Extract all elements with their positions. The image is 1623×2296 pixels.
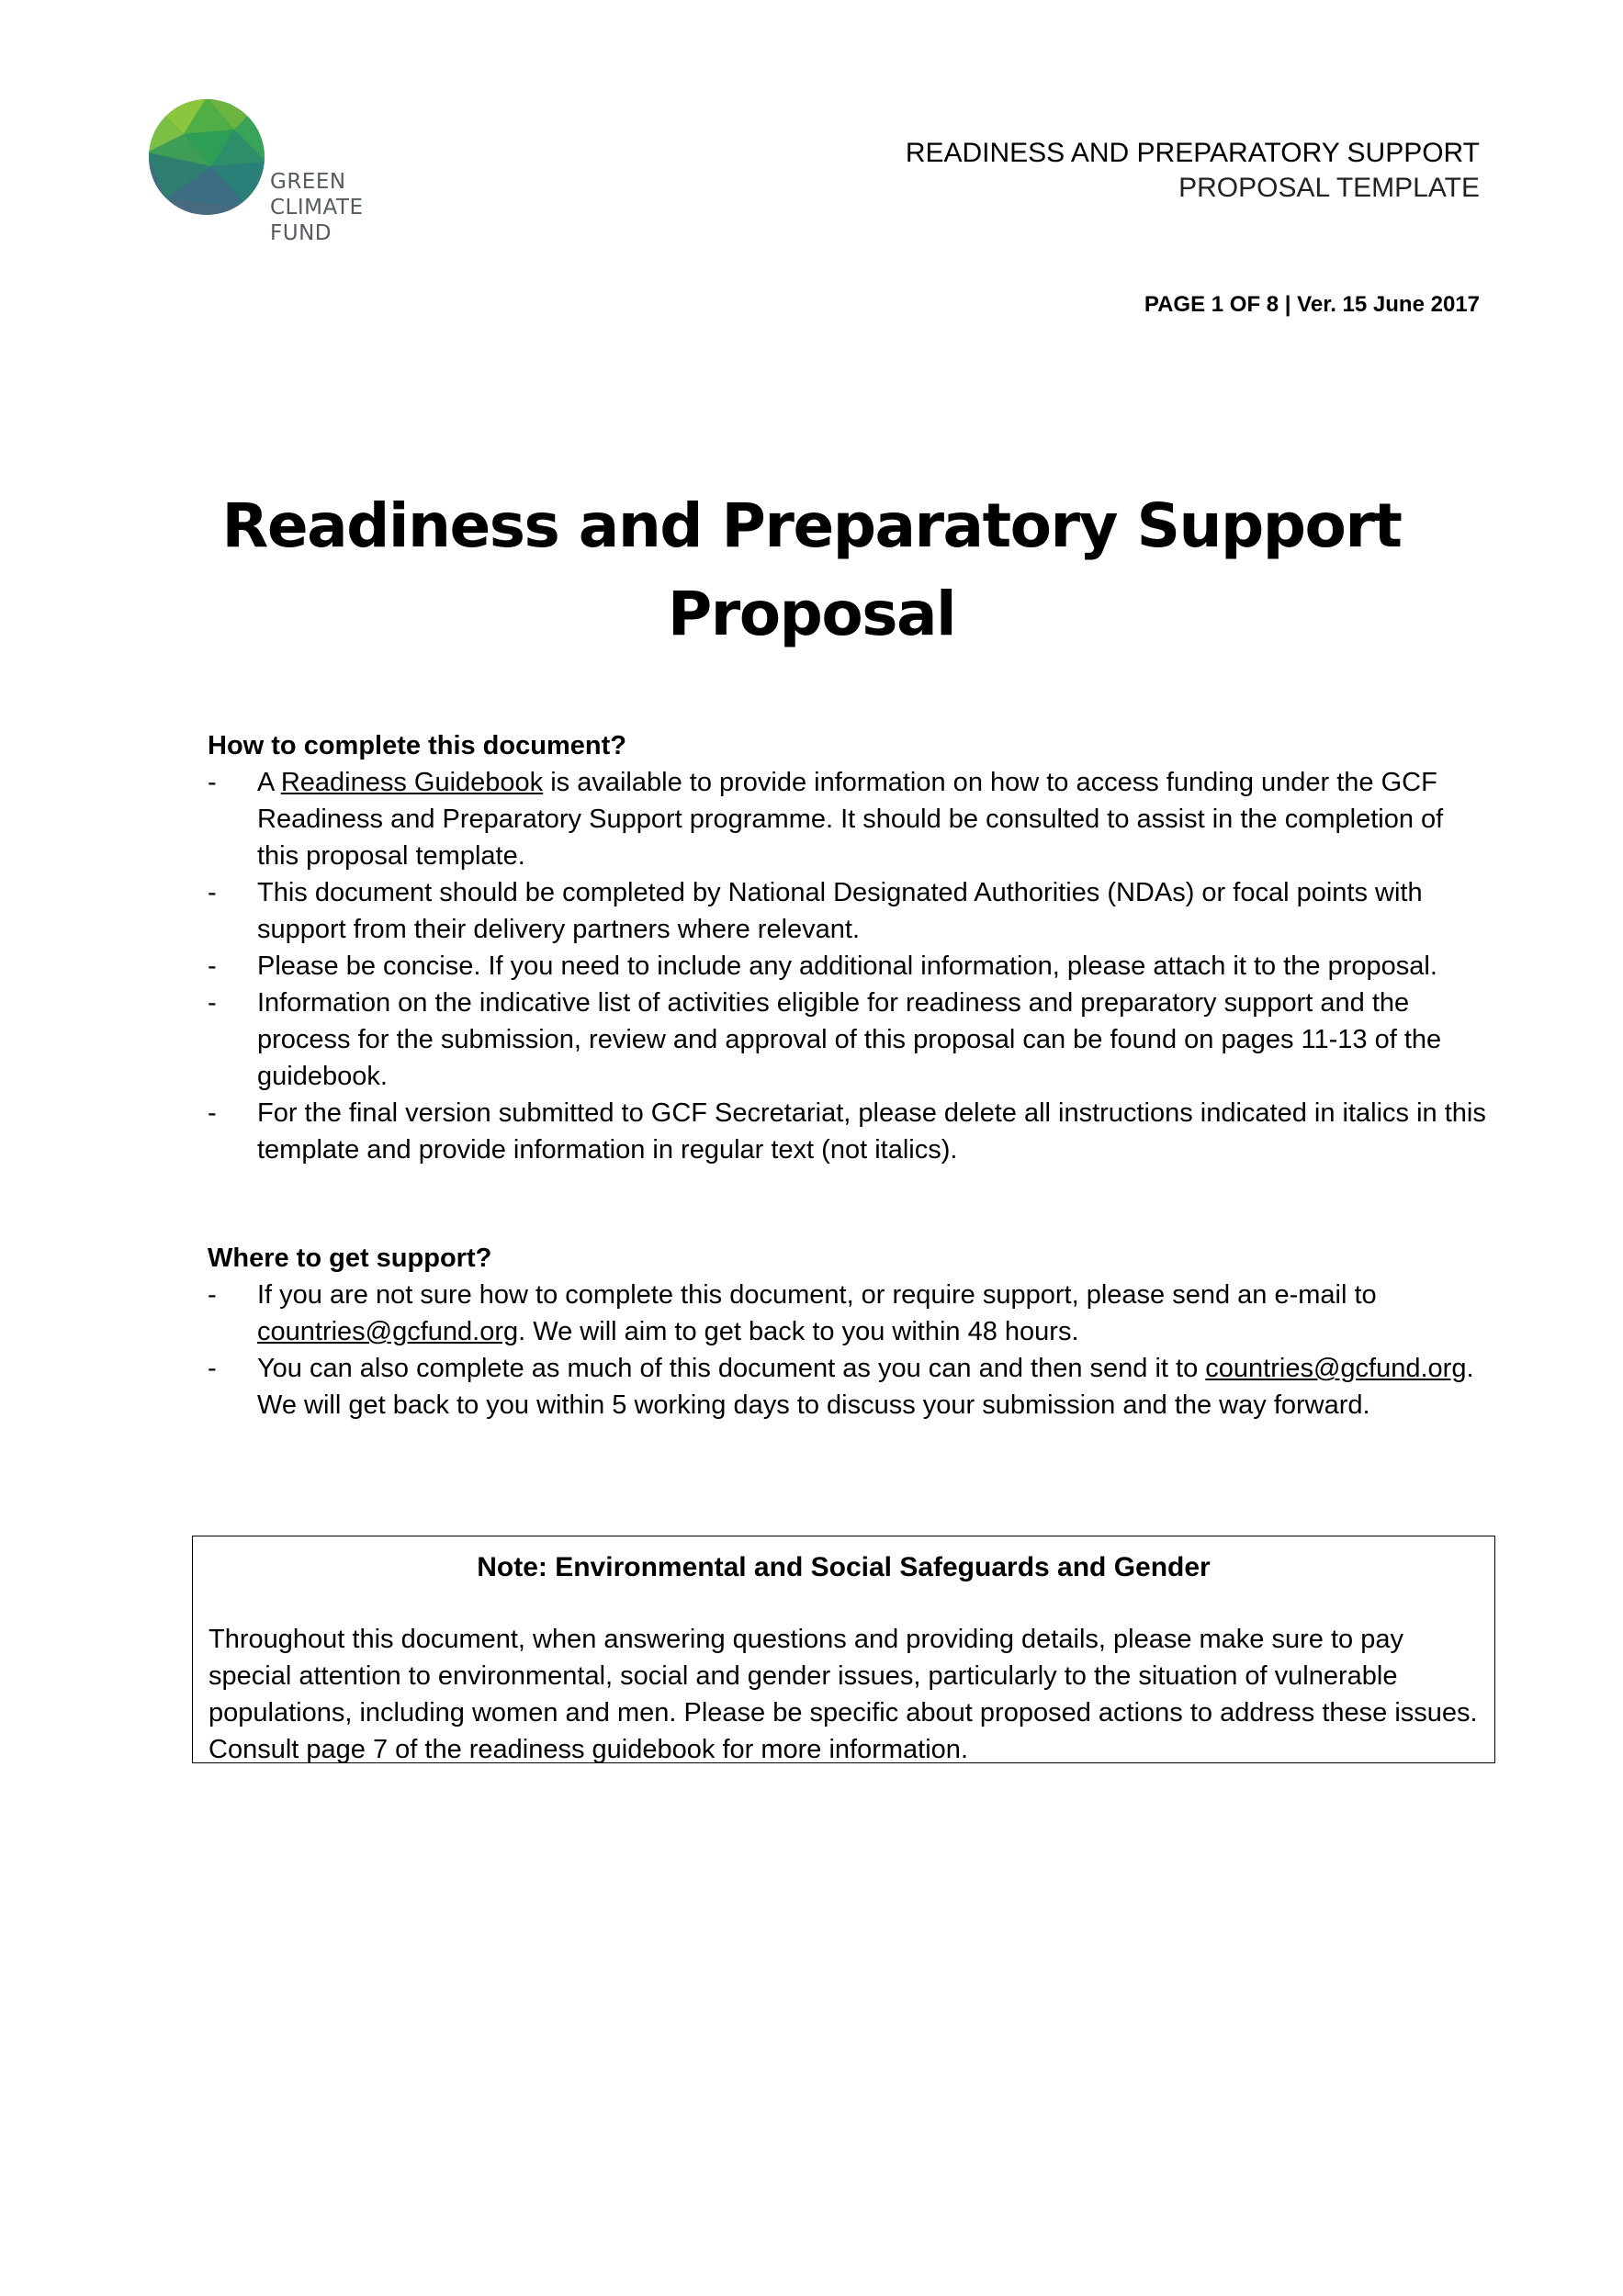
how-to-section: [208, 727, 1489, 1168]
support-list: [208, 1277, 1489, 1424]
document-title: [0, 482, 1623, 658]
header-title-line-2: PROPOSAL TEMPLATE: [1178, 173, 1480, 203]
list-item: [208, 764, 1489, 874]
list-item-text: A: [257, 768, 281, 797]
gcf-logo: [147, 97, 395, 253]
countries-email-link[interactable]: countries@gcfund.org: [1205, 1354, 1467, 1383]
list-item: - This document should be completed by National Designated Authorities (NDAs) or focal points with support from their delivery partners where relevant.: [208, 874, 1489, 948]
readiness-guidebook-link[interactable]: Readiness Guidebook: [280, 768, 544, 797]
header-title-line-1: READINESS AND PREPARATORY SUPPORT: [905, 138, 1480, 168]
list-item: [208, 1277, 1489, 1350]
logo-wordmark: [270, 169, 364, 246]
list-item: [208, 1350, 1489, 1424]
list-item: - For the final version submitted to GCF Secretariat, please delete all instructions indicated in italics in this template and provide information in regular text (not italics).: [208, 1095, 1489, 1168]
support-section: [208, 1240, 1489, 1424]
document-title-line-1: Readiness and Preparatory Support: [221, 490, 1402, 561]
logo-line-1: GREEN: [270, 170, 346, 194]
logo-line-2: CLIMATE: [270, 196, 364, 219]
list-item-text: You can also complete as much of this document as you can and then send it to: [257, 1354, 1206, 1383]
page-reference: PAGE 1 OF 8 | Ver. 15 June 2017: [1144, 292, 1480, 317]
list-item-text: If you are not sure how to complete this document, or require support, please send an e-mail to: [257, 1280, 1377, 1310]
list-item: - Please be concise. If you need to include any additional information, please attach it to the proposal.: [208, 948, 1489, 985]
list-item-text: . We will aim to get back to you within 48 hours.: [518, 1317, 1079, 1346]
how-to-heading: How to complete this document?: [208, 731, 626, 760]
document-title-line-2: Proposal: [667, 579, 956, 649]
list-item-text: is available to provide information on how to access funding under the GCF Readiness and Preparatory Support programme. It should be consulted to assist in the completion of this proposal template.: [257, 768, 1444, 871]
countries-email-link[interactable]: countries@gcfund.org: [257, 1317, 519, 1346]
green-climate-fund-globe-icon: [147, 97, 266, 217]
header-title: [906, 136, 1480, 206]
safeguards-note-box: [192, 1536, 1495, 1763]
note-body: Throughout this document, when answering questions and providing details, please make sure to pay special attention to environmental, social and gender issues, particularly to the situation of vulnerable populations, including women and men. Please be specific about proposed actions to address these issues. Consult page 7 of the readiness guidebook for more information.: [209, 1625, 1478, 1764]
logo-line-3: FUND: [270, 221, 332, 245]
note-title: Note: Environmental and Social Safeguards and Gender: [477, 1552, 1211, 1582]
list-item: - Information on the indicative list of activities eligible for readiness and preparatory support and the process for the submission, review and approval of this proposal can be found on pages 11-13 of the guidebook.: [208, 985, 1489, 1095]
how-to-list: [208, 764, 1489, 1168]
list-item-text: . We will get back to you within 5 working days to discuss your submission and the way forward.: [257, 1354, 1474, 1420]
support-heading: Where to get support?: [208, 1244, 492, 1273]
